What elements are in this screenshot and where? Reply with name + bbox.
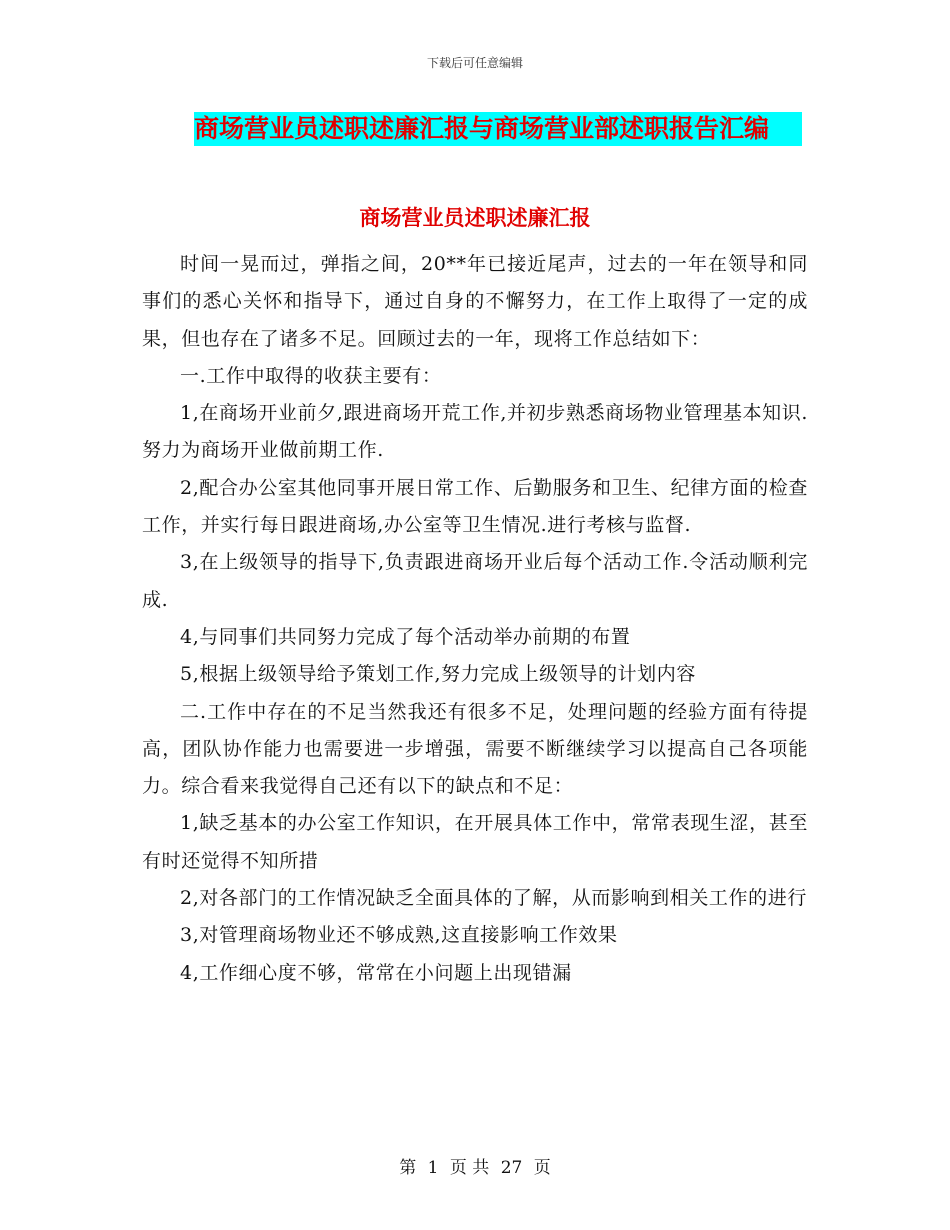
paragraph: 二.工作中存在的不足当然我还有很多不足，处理问题的经验方面有待提高，团队协作能力也需要进一步增强，需要不断继续学习以提高自己各项能力。综合看来我觉得自己还有以下的缺点和不足： bbox=[142, 700, 808, 798]
paragraph: 2,配合办公室其他同事开展日常工作、后勤服务和卫生、纪律方面的检查工作，并实行每日跟进商场,办公室等卫生情况.进行考核与监督. bbox=[142, 476, 808, 537]
paragraph: 5,根据上级领导给予策划工作,努力完成上级领导的计划内容 bbox=[180, 663, 696, 686]
footer-page-number: 1 bbox=[427, 1158, 439, 1178]
main-title: 商场营业员述职述廉汇报与商场营业部述职报告汇编 bbox=[194, 112, 802, 146]
footer-middle: 页 共 bbox=[449, 1158, 490, 1178]
footer-prefix: 第 bbox=[399, 1158, 417, 1178]
section-title: 商场营业员述职述廉汇报 bbox=[359, 206, 591, 230]
paragraph: 2,对各部门的工作情况缺乏全面具体的了解，从而影响到相关工作的进行 bbox=[180, 887, 807, 910]
paragraph: 3,对管理商场物业还不够成熟,这直接影响工作效果 bbox=[180, 924, 618, 947]
paragraph: 1,缺乏基本的办公室工作知识，在开展具体工作中，常常表现生涩，甚至有时还觉得不知所措 bbox=[142, 812, 808, 872]
header-note: 下载后可任意编辑 bbox=[426, 56, 523, 70]
paragraph: 4,工作细心度不够，常常在小问题上出现错漏 bbox=[180, 961, 572, 984]
paragraph: 1,在商场开业前夕,跟进商场开荒工作,并初步熟悉商场物业管理基本知识.努力为商场开业做前期工作. bbox=[142, 402, 808, 462]
paragraph: 3,在上级领导的指导下,负责跟进商场开业后每个活动工作.令活动顺利完成. bbox=[142, 551, 808, 611]
body-text bbox=[142, 246, 808, 992]
footer-total-pages: 27 bbox=[500, 1158, 523, 1178]
footer-suffix: 页 bbox=[533, 1158, 551, 1178]
paragraph: 一.工作中取得的收获主要有： bbox=[180, 364, 442, 387]
paragraph: 时间一晃而过，弹指之间，20**年已接近尾声，过去的一年在领导和同事们的悉心关怀和指导下，通过自身的不懈努力，在工作上取得了一定的成果，但也存在了诸多不足。回顾过去的一年，现将工作总结如下： bbox=[142, 253, 808, 350]
page-footer bbox=[0, 1153, 950, 1178]
paragraph: 4,与同事们共同努力完成了每个活动举办前期的布置 bbox=[180, 625, 631, 648]
